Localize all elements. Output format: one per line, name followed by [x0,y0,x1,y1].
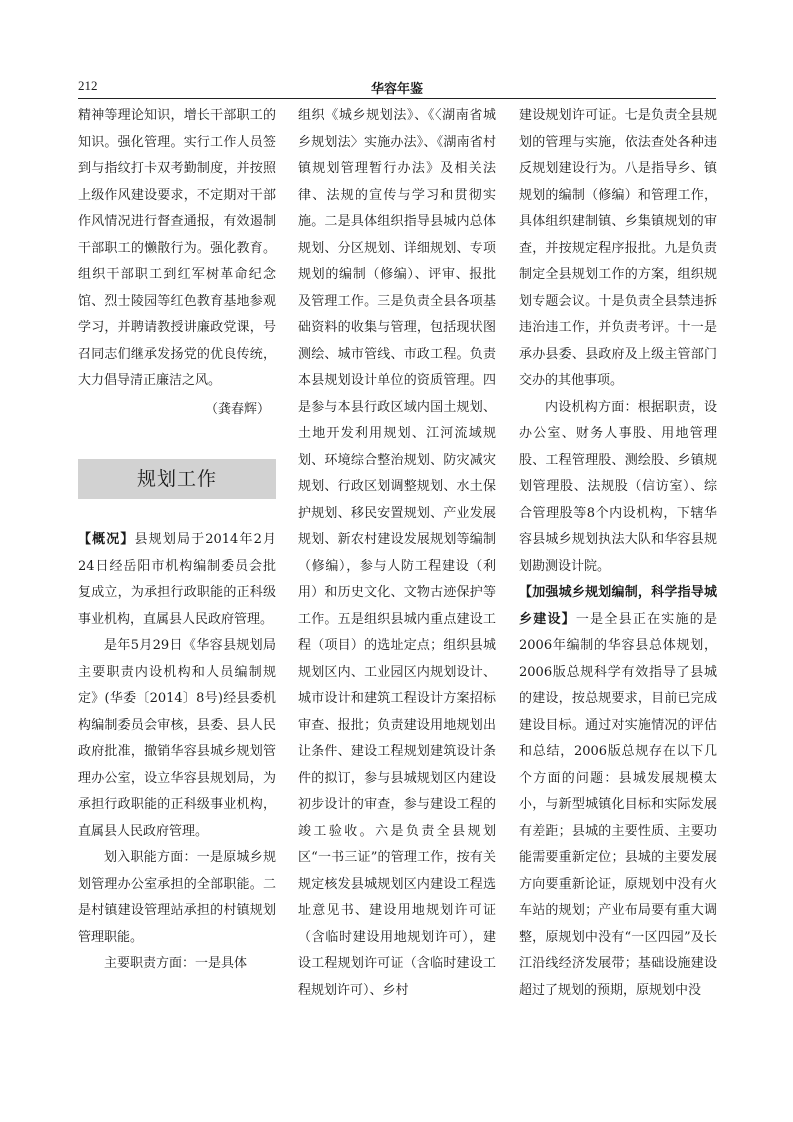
internal-structure-paragraph: 内设机构方面：根据职责，设办公室、财务人事股、用地管理股、工程管理股、测绘股、乡镇规划管理股、法规股（信访室）、综合管理股等8个内设机构，下辖华容县城乡规划执法大队和华容县规划勘测设计院。 [519,399,717,574]
overview-text: 县规划局于2014年2月24日经岳阳市机构编制委员会批复成立，为承担行政职能的正科级事业机构，直属县人民政府管理。 [78,532,276,627]
section-spacer [78,499,276,527]
strengthen-planning-paragraph [519,580,717,1004]
book-title: 华容年鉴 [370,82,423,97]
section-title: 规划工作 [78,459,276,499]
may-regulation-paragraph: 是年5月29日《华容县规划局主要职责内设机构和人员编制规定》(华委〔2014〕8号)经县委机构编制委员会审核，县委、县人民政府批准，撤销华容县城乡规划管理办公室，设立华容县规划局，为承担行政职能的正科级事业机构，直属县人民政府管理。 [78,638,276,839]
transfer-functions-paragraph: 划入职能方面：一是原城乡规划管理办公室承担的全部职能。二是村镇建设管理站承担的村镇规划管理职能。 [78,850,276,945]
header-rule [78,98,716,99]
column-2 [298,103,496,1004]
column-1 [78,103,276,978]
strengthen-label: 【加强城乡规划编制，科学指导城乡建设】 [519,585,717,627]
page-header [78,78,716,98]
overview-label: 【概况】 [78,532,135,547]
duties-paragraph-start: 主要职责方面：一是具体 [104,956,248,971]
author-credit: （龚春辉） [204,401,270,417]
duties-paragraph-middle: 组织《城乡规划法》、《〈湖南省城乡规划法〉实施办法》、《湖南省村镇规划管理暂行办法》及相关法律、法规的宣传与学习和贯彻实施。二是具体组织指导县城内总体规划、分区规划、详细规划、专项规划的编制（修编）、评审、报批及管理工作。三是负责全县各项基础资料的收集与管理，包括现状图测绘、城市管线、市政工程。负责本县规划设计单位的资质管理。四是参与本县行政区域内国土规划、土地开发利用规划、江河流域规划、环境综合整治规划、防灾减灾规划、行政区划调整规划、水土保护规划、移民安置规划、产业发展规划、新农村建设发展规划等编制（修编），参与人防工程建设（利用）和历史文化、文物古迹保护等工作。五是组织县城内重点建设工程（项目）的选址定点；组织县城规划区内、工业园区内规划设计、城市设计和建筑工程设计方案招标审查、报批；负责建设用地规划出让条件、建设工程规划建筑设计条件的拟订，参与县城规划区内建设初步设计的审查，参与建设工程的竣工验收。六是负责全县规划区“一书三证”的管理工作，按有关规定核发县城规划区内建设工程选址意见书、建设用地规划许可证（含临时建设用地规划许可），建设工程规划许可证（含临时建设工程规划许可）、乡村 [298,108,496,998]
page-number: 212 [78,78,98,93]
intro-paragraph: 精神等理论知识，增长干部职工的知识。强化管理。实行工作人员签到与指纹打卡双考勤制度，并按照上级作风建设要求，不定期对干部作风情况进行督查通报，有效遏制干部职工的懒散行为。强化教育。组织干部职工到红军树革命纪念馆、烈士陵园等红色教育基地参观学习，并聘请教授讲廉政党课，号召同志们继承发扬党的优良传统，大力倡导清正廉洁之风。 [78,108,276,388]
duties-paragraph-end: 建设规划许可证。七是负责全县规划的管理与实施，依法查处各种违反规划建设行为。八是指导乡、镇规划的编制（修编）和管理工作，具体组织建制镇、乡集镇规划的审查，并按规定程序报批。九是负责制定全县规划工作的方案，组织规划专题会议。十是负责全县禁违拆违治违工作，并负责考评。十一是承办县委、县政府及上级主管部门交办的其他事项。 [519,108,717,388]
overview-paragraph [78,527,276,633]
strengthen-text: 一是全县正在实施的是2006年编制的华容县总体规划，2006版总规科学有效指导了县城的建设，按总规要求，目前已完成建设目标。通过对实施情况的评估和总结，2006版总规存在以下几个方面的问题：县城发展规模太小，与新型城镇化目标和实际发展有差距；县城的主要性质、主要功能需要重新定位；县城的主要发展方向要重新论证，原规划中没有火车站的规划；产业布局要有重大调整，原规划中没有“一区四园”及长江沿线经济发展带；基础设施建设超过了规划的预期，原规划中没 [519,611,717,998]
column-3 [519,103,717,1004]
